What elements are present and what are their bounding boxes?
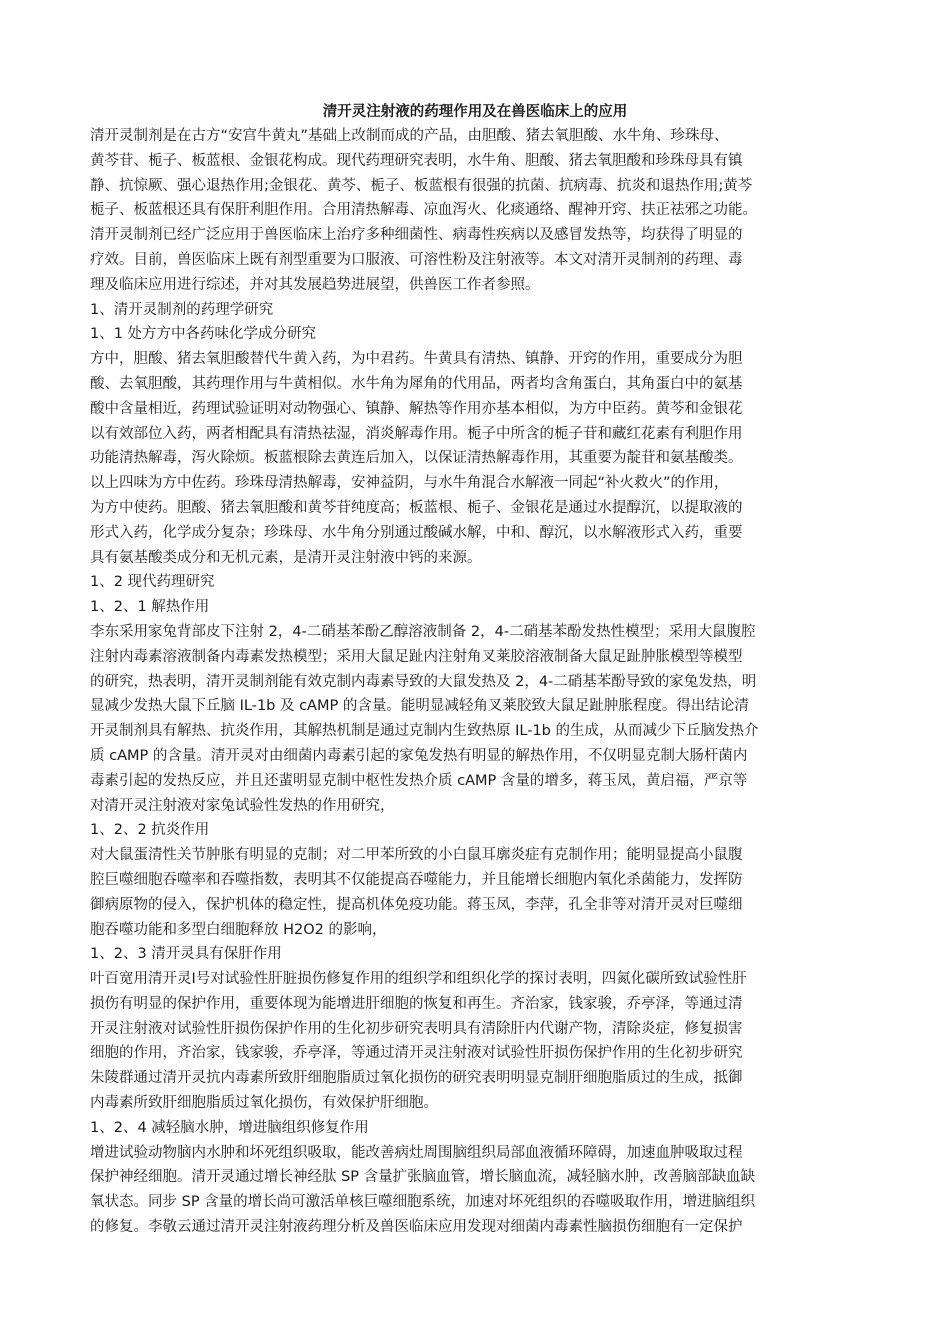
text-line: 具有氨基酸类成分和无机元素，是清开灵注射液中钙的来源。 — [90, 549, 482, 566]
text-line: 内毒素所致肝细胞脂质过氧化损伤，有效保护肝细胞。 — [90, 1095, 438, 1112]
text-line: 形式入药，化学成分复杂；珍珠母、水牛角分别通过酸碱水解，中和、醇沉，以水解液形式入药，重要 — [90, 524, 743, 541]
text-line: 疗效。目前，兽医临床上既有剂型重要为口服液、可溶性粉及注射液等。本文对清开灵制剂的药理、毒 — [90, 251, 743, 268]
text-line: 氧状态。同步 SP 含量的增长尚可激活单核巨噬细胞系统，加速对坏死组织的吞噬吸取作用，增进脑组织 — [90, 1194, 756, 1211]
text-line: 理及临床应用进行综述，并对其发展趋势进展望，供兽医工作者参照。 — [90, 276, 540, 293]
text-line: 1、2、3 清开灵具有保肝作用 — [90, 946, 282, 963]
text-line: 对大鼠蛋清性关节肿胀有明显的克制；对二甲苯所致的小白鼠耳廓炎症有克制作用；能明显提高小鼠腹 — [90, 847, 743, 864]
text-line: 以有效部位入药，两者相配具有清热祛湿，消炎解毒作用。栀子中所含的栀子苷和藏红花素有利胆作用 — [90, 425, 743, 442]
text-line: 损伤有明显的保护作用，重要体现为能增进肝细胞的恢复和再生。齐治家，钱家骏，乔亭泽，等通过清 — [90, 995, 743, 1012]
text-line: 朱陵群通过清开灵抗内毒素所致肝细胞脂质过氧化损伤的研究表明明显克制肝细胞脂质过的生成，抵御 — [90, 1070, 743, 1087]
text-line: 胞吞噬功能和多型白细胞释放 H2O2 的影响， — [90, 921, 387, 938]
text-line: 黄芩苷、栀子、板蓝根、金银花构成。现代药理研究表明，水牛角、胆酸、猪去氧胆酸和珍珠母具有镇 — [90, 152, 743, 169]
text-line: 1、2 现代药理研究 — [90, 574, 215, 591]
text-line: 对清开灵注射液对家兔试验性发热的作用研究， — [90, 797, 395, 814]
text-line: 功能清热解毒，泻火除烦。板蓝根除去黄连后加入，以保证清热解毒作用，其重要为靛苷和氨基酸类。 — [90, 450, 743, 467]
text-line: 1、1 处方方中各药味化学成分研究 — [90, 326, 317, 343]
text-line: 注射内毒素溶液制备内毒素发热模型；采用大鼠足趾内注射角叉莱胶溶液制备大鼠足趾肿胀模型等模型 — [90, 648, 743, 665]
text-line: 保护神经细胞。清开灵通过增长神经肽 SP 含量扩张脑血管，增长脑血流，减轻脑水肿，改善脑部缺血缺 — [90, 1169, 756, 1186]
text-line: 1、2、4 减轻脑水肿，增进脑组织修复作用 — [90, 1119, 369, 1136]
text-line: 1、清开灵制剂的药理学研究 — [90, 301, 274, 318]
text-line: 开灵注射液对试验性肝损伤保护作用的生化初步研究表明具有清除肝内代谢产物，清除炎症，修复损害 — [90, 1020, 743, 1037]
text-line: 叶百宽用清开灵Ⅰ号对试验性肝脏损伤修复作用的组织学和组织化学的探讨表明，四氮化碳所致试验性肝 — [90, 971, 747, 988]
text-line: 细胞的作用，齐治家，钱家骏，乔亭泽，等通过清开灵注射液对试验性肝损伤保护作用的生化初步研究 — [90, 1045, 743, 1062]
text-line: 清开灵制剂已经广泛应用于兽医临床上治疗多种细菌性、病毒性疾病以及感冒发热等，均获得了明显的 — [90, 227, 743, 244]
document-title: 清开灵注射液的药理作用及在兽医临床上的应用 — [322, 104, 628, 120]
text-line: 酸中含量相近，药理试验证明对动物强心、镇静、解热等作用亦基本相似，为方中臣药。黄芩和金银花 — [90, 400, 743, 417]
text-line: 李东采用家兔背部皮下注射 2，4-二硝基苯酚乙醇溶液制备 2，4-二硝基苯酚发热性模型；采用大鼠腹腔 — [90, 623, 756, 640]
text-line: 增进试验动物脑内水肿和坏死组织吸取，能改善病灶周围脑组织局部血液循环障碍，加速血肿吸取过程 — [90, 1144, 743, 1161]
text-line: 清开灵制剂是在古方“安宫牛黄丸”基础上改制而成的产品，由胆酸、猪去氧胆酸、水牛角、珍珠母、 — [90, 128, 729, 144]
text-line: 显减少发热大鼠下丘脑 IL-1b 及 cAMP 的含量。能明显减轻角叉莱胶致大鼠足趾肿胀程度。得出结论清 — [90, 698, 749, 715]
text-line: 御病原物的侵入，保护机体的稳定性，提高机体免疫功能。蒋玉凤，李萍，孔全非等对清开灵对巨噬细 — [90, 896, 743, 913]
text-line: 方中，胆酸、猪去氧胆酸替代牛黄入药，为中君药。牛黄具有清热、镇静、开窍的作用，重要成分为胆 — [90, 351, 743, 368]
text-line: 腔巨噬细胞吞噬率和吞噬指数，表明其不仅能提高吞噬能力，并且能增长细胞内氧化杀菌能力，发挥防 — [90, 871, 743, 888]
text-line: 1、2、1 解热作用 — [90, 599, 210, 616]
text-line: 静、抗惊厥、强心退热作用;金银花、黄芩、栀子、板蓝根有很强的抗菌、抗病毒、抗炎和退热作用;黄芩 — [90, 177, 753, 194]
text-line: 毒素引起的发热反应，并且还蜚明显克制中枢性发热介质 cAMP 含量的增多，蒋玉凤，黄启福，严京等 — [90, 772, 748, 789]
text-line: 的修复。李敬云通过清开灵注射液药理分析及兽医临床应用发现对细菌内毒素性脑损伤细胞有一定保护 — [90, 1219, 743, 1236]
text-line: 以上四味为方中佐药。珍珠母清热解毒，安神益阴，与水牛角混合水解液一同起“补火救火”的作用， — [90, 475, 729, 492]
document-body — [90, 124, 880, 1240]
text-line: 为方中使药。胆酸、猪去氧胆酸和黄芩苷纯度高；板蓝根、栀子、金银花是通过水提醇沉，以提取液的 — [90, 499, 743, 516]
text-line: 的研究，热表明，清开灵制剂能有效克制内毒素导致的大鼠发热及 2，4-二硝基苯酚导致的家兔发热，明 — [90, 673, 757, 690]
text-line: 开灵制剂具有解热、抗炎作用，其解热机制是通过克制内生致热原 IL-1b 的生成，从而减少下丘脑发热介 — [90, 723, 759, 740]
text-line: 质 cAMP 的含量。清开灵对由细菌内毒素引起的家兔发热有明显的解热作用，不仅明显克制大肠杆菌内 — [90, 747, 748, 764]
text-line: 1、2、2 抗炎作用 — [90, 822, 210, 839]
text-line: 酸、去氧胆酸，其药理作用与牛黄相似。水牛角为犀角的代用品，两者均含角蛋白，其角蛋白中的氨基 — [90, 375, 743, 392]
text-line: 栀子、板蓝根还具有保肝利胆作用。合用清热解毒、凉血泻火、化痰通络、醒神开窍、扶正祛邪之功能。 — [90, 202, 757, 219]
